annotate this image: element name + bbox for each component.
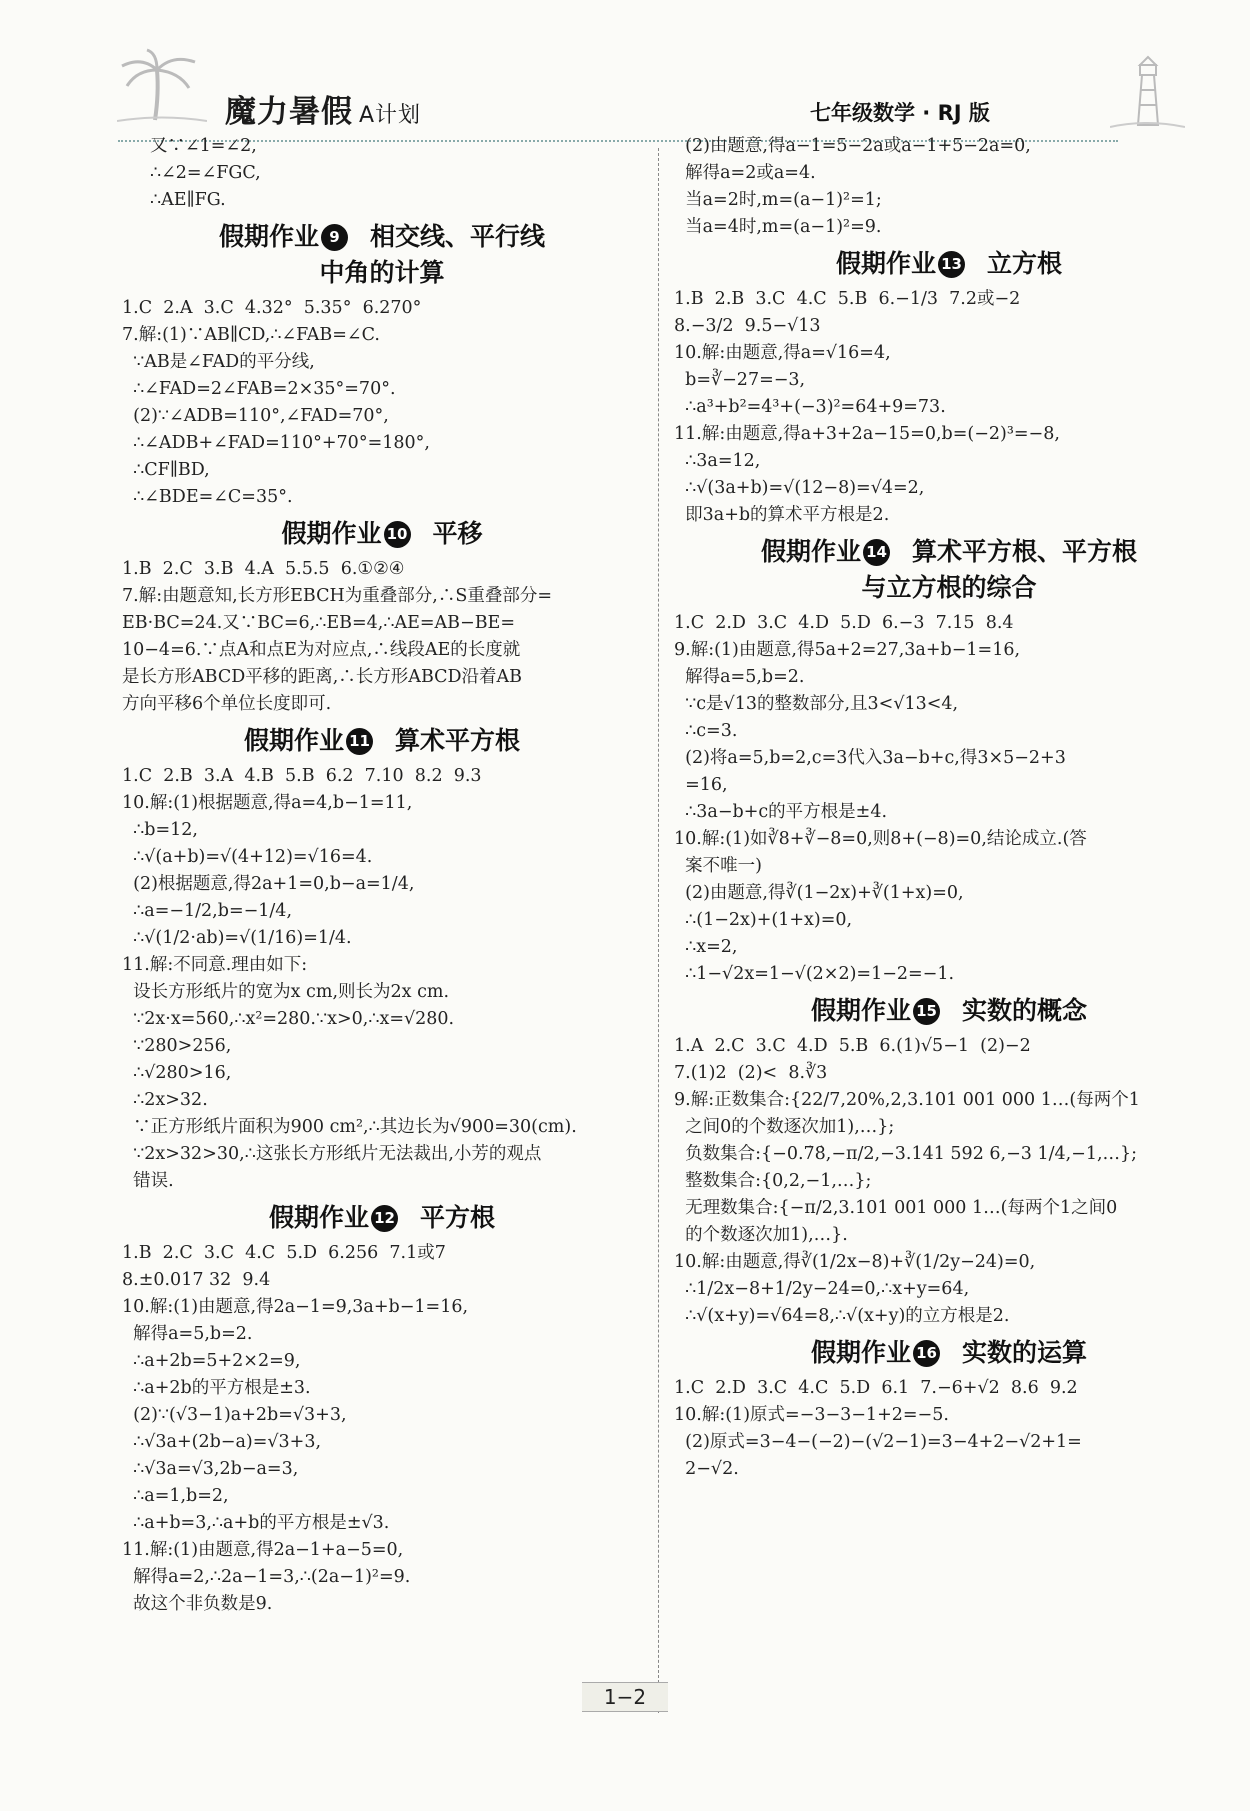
text-line: ∴a+b=3,∴a+b的平方根是±√3. (122, 1513, 390, 1533)
text-line: ∴∠ADB+∠FAD=110°+70°=180°, (122, 433, 430, 453)
heading-text: 假期作业 (810, 996, 911, 1025)
text-line: 当a=2时,m=(a−1)²=1; (674, 190, 882, 210)
heading-text: 立方根 (987, 249, 1063, 278)
text-line: ∵AB是∠FAD的平分线, (122, 352, 315, 372)
text-line: 设长方形纸片的宽为x cm,则长为2x cm. (122, 982, 450, 1002)
text-line: ∴a+2b=5+2×2=9, (122, 1351, 301, 1371)
heading-text: 中角的计算 (319, 258, 445, 287)
text-line: 1.C 2.B 3.A 4.B 5.B 6.2 7.10 8.2 9.3 (122, 766, 482, 786)
column-divider (658, 148, 659, 1713)
right-column (674, 133, 1224, 1483)
text-line: 方向平移6个单位长度即可. (122, 694, 332, 714)
heading-text: 算术平方根 (395, 726, 521, 755)
text-line: 8.−3/2 9.5−√13 (674, 316, 821, 336)
heading-text: 实数的概念 (962, 996, 1088, 1025)
text-line: 解得a=2或a=4. (674, 163, 816, 183)
text-line: ∴a=−1/2,b=−1/4, (122, 901, 293, 921)
text-line: 11.解:由题意,得a+3+2a−15=0,b=(−2)³=−8, (674, 424, 1060, 444)
text-line: ∴√3a=√3,2b−a=3, (122, 1459, 299, 1479)
text-line: ∴∠FAD=2∠FAB=2×35°=70°. (122, 379, 396, 399)
text-line: 10.解:由题意,得a=√16=4, (674, 343, 891, 363)
text-line: ∴√(1/2·ab)=√(1/16)=1/4. (122, 928, 352, 948)
section-heading-10 (122, 516, 642, 552)
text-line: (2)根据题意,得2a+1=0,b−a=1/4, (122, 874, 415, 894)
text-line: (2)∵(√3−1)a+2b=√3+3, (122, 1405, 347, 1425)
text-line: ∴√(a+b)=√(4+12)=√16=4. (122, 847, 373, 867)
text-line: ∴∠2=∠FGC, (150, 163, 261, 183)
heading-text: 实数的运算 (962, 1338, 1088, 1367)
text-line: ∴x=2, (674, 937, 738, 957)
text-line: (2)∵∠ADB=110°,∠FAD=70°, (122, 406, 389, 426)
heading-text: 假期作业 (835, 249, 936, 278)
text-line: 之间0的个数逐次加1),…}; (674, 1117, 895, 1137)
heading-text: 假期作业 (810, 1338, 911, 1367)
text-line: ∴3a=12, (674, 451, 761, 471)
text-line: 错误. (122, 1171, 174, 1191)
text-line: 1.A 2.C 3.C 4.D 5.B 6.(1)√5−1 (2)−2 (674, 1036, 1031, 1056)
text-line: ∴AE∥FG. (150, 190, 226, 210)
text-line: ∴b=12, (122, 820, 198, 840)
text-line: 10.解:(1)由题意,得2a−1=9,3a+b−1=16, (122, 1297, 469, 1317)
text-line: 11.解:(1)由题意,得2a−1+a−5=0, (122, 1540, 404, 1560)
left-column (122, 133, 642, 1618)
text-line: 是长方形ABCD平移的距离,∴长方形ABCD沿着AB (122, 667, 523, 687)
brand-suffix: A计划 (359, 103, 422, 128)
number-badge: 14 (863, 539, 890, 566)
section-heading-11 (122, 723, 642, 759)
text-line: 10.解:由题意,得∛(1/2x−8)+∛(1/2y−24)=0, (674, 1252, 1036, 1272)
text-line: 10.解:(1)原式=−3−3−1+2=−5. (674, 1405, 949, 1425)
text-line: ∴a+2b的平方根是±3. (122, 1378, 311, 1398)
text-line: 解得a=2,∴2a−1=3,∴(2a−1)²=9. (122, 1567, 411, 1587)
text-line: =16, (674, 775, 728, 795)
text-line: 9.解:正数集合:{22/7,20%,2,3.101 001 000 1…(每两个1 (674, 1090, 1140, 1110)
section-heading-14 (674, 534, 1224, 606)
text-line: 7.解:(1)∵AB∥CD,∴∠FAB=∠C. (122, 325, 380, 345)
page-header (0, 0, 1250, 140)
heading-text: 相交线、平行线 (370, 222, 546, 251)
heading-text: 算术平方根、平方根 (912, 537, 1138, 566)
heading-text: 平方根 (420, 1203, 496, 1232)
text-line: ∴c=3. (674, 721, 738, 741)
text-line: ∴1−√2x=1−√(2×2)=1−2=−1. (674, 964, 955, 984)
lighthouse-icon (1110, 55, 1185, 130)
text-line: 1.B 2.C 3.C 4.C 5.D 6.256 7.1或7 (122, 1243, 446, 1263)
text-line: 1.C 2.D 3.C 4.C 5.D 6.1 7.−6+√2 8.6 9.2 (674, 1378, 1078, 1398)
section-heading-15 (674, 993, 1224, 1029)
text-line: 故这个非负数是9. (122, 1594, 273, 1614)
text-line: 7.(1)2 (2)< 8.∛3 (674, 1063, 828, 1083)
text-line: ∴(1−2x)+(1+x)=0, (674, 910, 853, 930)
text-line: 负数集合:{−0.7̇8̇,−π/2,−3.141 592 6,−3 1/4,−1,…}; (674, 1144, 1138, 1164)
text-line: ∴√3a+(2b−a)=√3+3, (122, 1432, 322, 1452)
text-line: ∵c是√13的整数部分,且3<√13<4, (674, 694, 959, 714)
text-line: 当a=4时,m=(a−1)²=9. (674, 217, 882, 237)
heading-text: 假期作业 (218, 222, 319, 251)
text-line: 10.解:(1)如∛8+∛−8=0,则8+(−8)=0,结论成立.(答 (674, 829, 1087, 849)
text-line: 1.C 2.A 3.C 4.32° 5.35° 6.270° (122, 298, 422, 318)
text-line: 案不唯一) (674, 856, 762, 876)
page-number: 1−2 (582, 1682, 668, 1712)
text-line: 2−√2. (674, 1459, 739, 1479)
brand-name: 魔力暑假 (225, 94, 353, 130)
text-line: 无理数集合:{−π/2,3.101 001 000 1…(每两个1之间0 (674, 1198, 1118, 1218)
palm-tree-icon (117, 48, 207, 123)
heading-text: 假期作业 (243, 726, 344, 755)
heading-text: 平移 (432, 519, 483, 548)
text-line: 的个数逐次加1),…}. (674, 1225, 848, 1245)
text-line: ∵280>256, (122, 1036, 232, 1056)
edition-label: 七年级数学 · RJ 版 (810, 101, 990, 125)
text-line: 8.±0.017 32 9.4 (122, 1270, 271, 1290)
text-line: 解得a=5,b=2. (674, 667, 805, 687)
text-line: ∴a³+b²=4³+(−3)²=64+9=73. (674, 397, 946, 417)
text-line: ∴√(3a+b)=√(12−8)=√4=2, (674, 478, 925, 498)
text-line: 又∵∠1=∠2, (150, 136, 257, 156)
text-line: ∴√(x+y)=√64=8,∴√(x+y)的立方根是2. (674, 1306, 1010, 1326)
text-line: 1.B 2.B 3.C 4.C 5.B 6.−1/3 7.2或−2 (674, 289, 1021, 309)
number-badge: 13 (938, 251, 965, 278)
text-line: 解得a=5,b=2. (122, 1324, 253, 1344)
page-footer (0, 1682, 1250, 1712)
text-line: ∴2x>32. (122, 1090, 208, 1110)
text-line: 9.解:(1)由题意,得5a+2=27,3a+b−1=16, (674, 640, 1021, 660)
text-line: 1.B 2.C 3.B 4.A 5.5.5 6.①②④ (122, 559, 405, 579)
text-line: 即3a+b的算术平方根是2. (674, 505, 890, 525)
text-line: 11.解:不同意.理由如下: (122, 955, 308, 975)
text-line: ∵正方形纸片面积为900 cm²,∴其边长为√900=30(cm). (122, 1117, 577, 1137)
number-badge: 9 (321, 224, 348, 251)
text-line: ∴3a−b+c的平方根是±4. (674, 802, 888, 822)
number-badge: 10 (384, 521, 411, 548)
section-heading-9 (122, 219, 642, 291)
number-badge: 11 (346, 728, 373, 755)
section-heading-12 (122, 1200, 642, 1236)
text-line: ∴1/2x−8+1/2y−24=0,∴x+y=64, (674, 1279, 970, 1299)
text-line: 整数集合:{0,2,−1,…}; (674, 1171, 872, 1191)
number-badge: 15 (913, 998, 940, 1025)
text-line: ∴√280>16, (122, 1063, 232, 1083)
section-heading-16 (674, 1335, 1224, 1371)
text-line: EB·BC=24.又∵BC=6,∴EB=4,∴AE=AB−BE= (122, 613, 515, 633)
text-line: ∵2x>32>30,∴这张长方形纸片无法裁出,小芳的观点 (122, 1144, 542, 1164)
text-line: (2)原式=3−4−(−2)−(√2−1)=3−4+2−√2+1= (674, 1432, 1082, 1452)
number-badge: 12 (371, 1205, 398, 1232)
heading-text: 假期作业 (281, 519, 382, 548)
brand-title (225, 86, 421, 131)
text-line: 1.C 2.D 3.C 4.D 5.D 6.−3 7.15 8.4 (674, 613, 1014, 633)
text-line: ∴∠BDE=∠C=35°. (122, 487, 293, 507)
text-line: 10−4=6.∵点A和点E为对应点,∴线段AE的长度就 (122, 640, 521, 660)
text-line: ∵2x·x=560,∴x²=280.∵x>0,∴x=√280. (122, 1009, 455, 1029)
heading-text: 假期作业 (760, 537, 861, 566)
text-line: (2)由题意,得∛(1−2x)+∛(1+x)=0, (674, 883, 964, 903)
text-line: (2)由题意,得a−1=5−2a或a−1+5−2a=0, (674, 136, 1031, 156)
text-line: 10.解:(1)根据题意,得a=4,b−1=11, (122, 793, 413, 813)
heading-text: 与立方根的综合 (861, 573, 1037, 602)
text-line: 7.解:由题意知,长方形EBCH为重叠部分,∴S重叠部分= (122, 586, 552, 606)
heading-text: 假期作业 (268, 1203, 369, 1232)
text-line: (2)将a=5,b=2,c=3代入3a−b+c,得3×5−2+3 (674, 748, 1066, 768)
text-line: b=∛−27=−3, (674, 370, 806, 390)
number-badge: 16 (913, 1340, 940, 1367)
text-line: ∴a=1,b=2, (122, 1486, 229, 1506)
text-line: ∴CF∥BD, (122, 460, 210, 480)
section-heading-13 (674, 246, 1224, 282)
